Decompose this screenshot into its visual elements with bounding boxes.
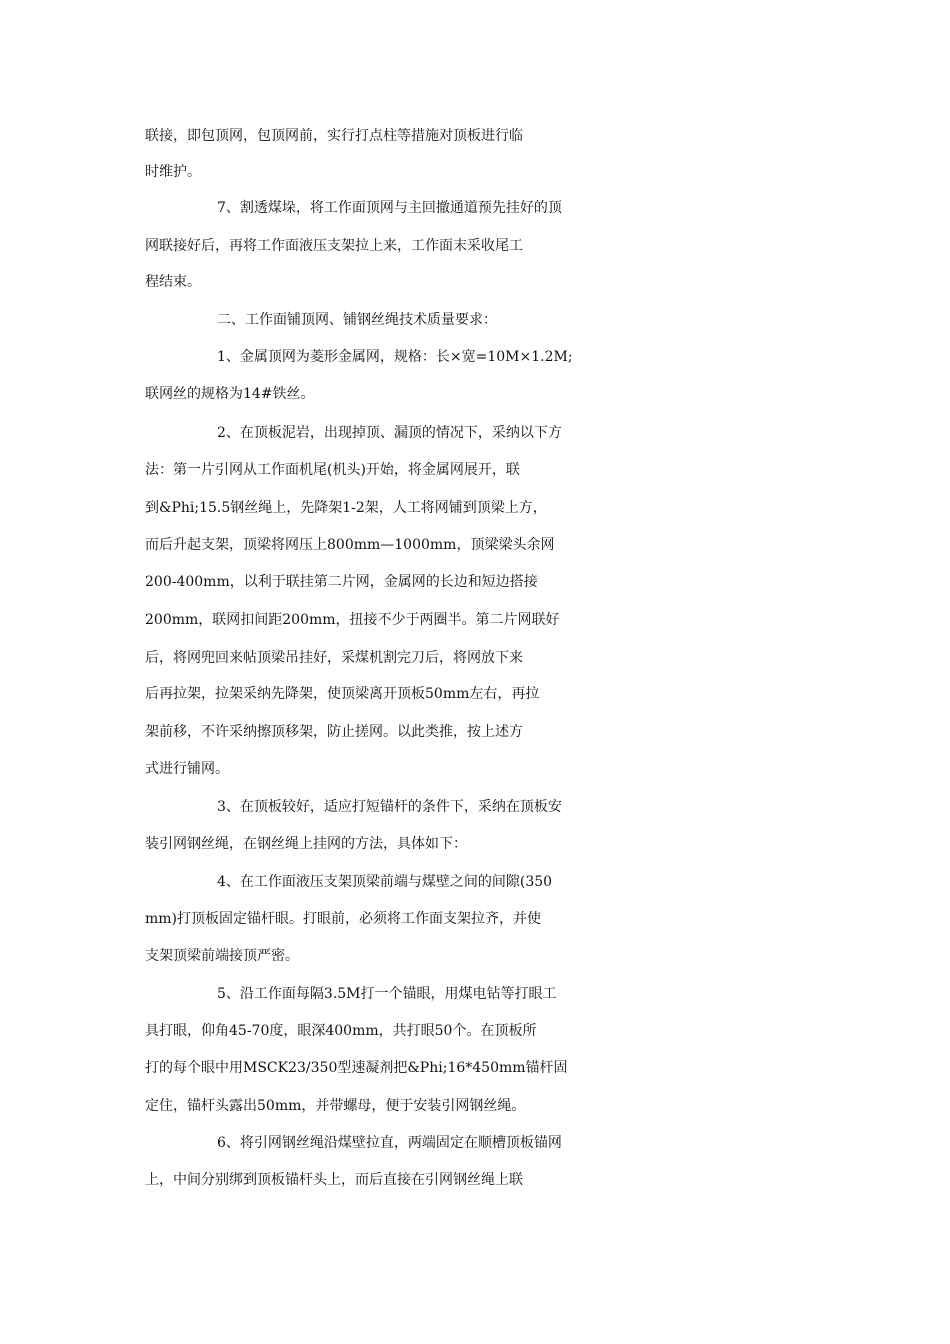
section-heading: 二、工作面铺顶网、铺钢丝绳技术质量要求： [217,312,497,328]
text-line: 定住，锚杆头露出50mm，并带螺母，便于安装引网钢丝绳。 [145,1098,526,1114]
text-line: 6、将引网钢丝绳沿煤壁拉直，两端固定在顺槽顶板锚网 [217,1135,562,1151]
text-line: 时维护。 [145,164,201,180]
text-line: 架前移，不许采纳擦顶移架，防止搓网。以此类推，按上述方 [145,724,523,740]
text-line: 上，中间分别绑到顶板锚杆头上，而后直接在引网钢丝绳上联 [145,1172,523,1188]
text-line: 5、沿工作面每隔3.5M打一个锚眼，用煤电钻等打眼工 [217,986,557,1002]
text-line: 而后升起支架，顶梁将网压上800mm—1000mm，顶梁梁头余网 [145,537,555,553]
text-line: 7、割透煤垛，将工作面顶网与主回撤通道预先挂好的顶 [217,200,562,216]
text-line: mm)打顶板固定锚杆眼。打眼前，必须将工作面支架拉齐，并使 [145,911,542,927]
text-line: 联网丝的规格为14#铁丝。 [145,386,315,402]
text-line: 支架顶梁前端接顶严密。 [145,948,299,964]
text-line: 装引网钢丝绳，在钢丝绳上挂网的方法，具体如下： [145,836,467,852]
text-line: 联接，即包顶网，包顶网前，实行打点柱等措施对顶板进行临 [145,128,523,144]
text-line: 200mm，联网扣间距200mm，扭接不少于两圈半。第二片网联好 [145,612,560,628]
text-line: 3、在顶板较好，适应打短锚杆的条件下，采纳在顶板安 [217,799,562,815]
text-line: 打的每个眼中用MSCK23/350型速凝剂把&Phi;16*450mm锚杆固 [145,1060,568,1076]
text-line: 4、在工作面液压支架顶梁前端与煤壁之间的间隙(350 [217,874,553,890]
text-line: 后，将网兜回来帖顶梁吊挂好，采煤机割完刀后，将网放下来 [145,650,523,666]
text-line: 具打眼，仰角45-70度，眼深400mm，共打眼50个。在顶板所 [145,1023,537,1039]
text-line: 程结束。 [145,274,201,290]
text-line: 法：第一片引网从工作面机尾(机头)开始，将金属网展开，联 [145,462,520,478]
text-line: 2、在顶板泥岩，出现掉顶、漏顶的情况下，采纳以下方 [217,425,562,441]
text-line: 1、金属顶网为菱形金属网，规格：长×宽=10M×1.2M; [217,349,573,365]
text-line: 后再拉架，拉架采纳先降架，使顶梁离开顶板50mm左右，再拉 [145,686,540,702]
text-line: 式进行铺网。 [145,761,229,777]
text-line: 200-400mm，以利于联挂第二片网，金属网的长边和短边搭接 [145,574,538,590]
text-line: 到&Phi;15.5钢丝绳上，先降架1-2架，人工将网铺到顶梁上方， [145,500,547,516]
text-line: 网联接好后，再将工作面液压支架拉上来，工作面末采收尾工 [145,238,523,254]
